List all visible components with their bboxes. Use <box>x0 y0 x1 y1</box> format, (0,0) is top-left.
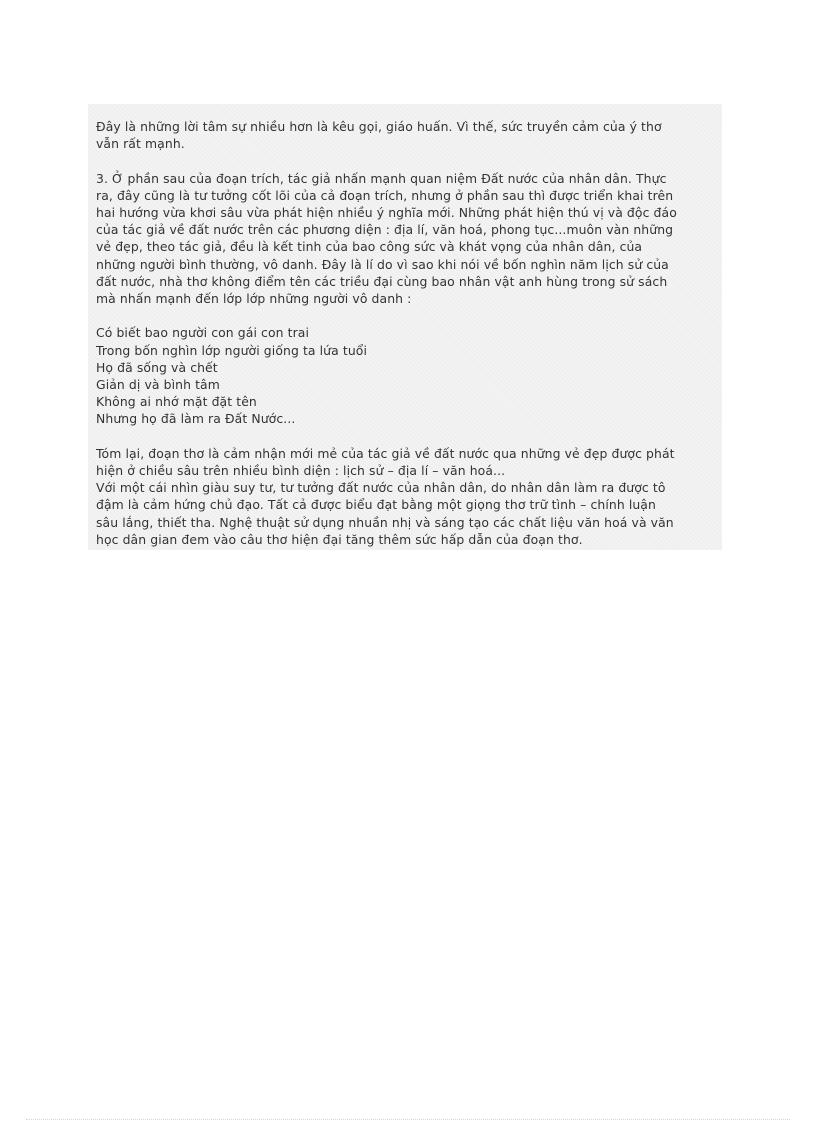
text-line: mà nhấn mạnh đến lớp lớp những người vô danh : <box>96 291 412 307</box>
poem-line: Trong bốn nghìn lớp người giống ta lứa tuổi <box>96 342 368 358</box>
text-line: những người bình thường, vô danh. Đây là lí do vì sao khi nói về bốn nghìn năm lịch sử của <box>96 256 669 272</box>
text-line: 3. Ở phần sau của đoạn trích, tác giả nhấn mạnh quan niệm Đất nước của nhân dân. Thực <box>96 170 667 186</box>
paragraph-1 <box>96 118 714 152</box>
poem-line: Có biết bao người con gái con trai <box>96 325 310 341</box>
text-line: hiện ở chiều sâu trên nhiều bình diện : lịch sử – địa lí – văn hoá... <box>96 463 506 479</box>
text-line: Với một cái nhìn giàu suy tư, tư tưởng đất nước của nhân dân, do nhân dân làm ra được tô <box>96 480 666 496</box>
text-line: vẻ đẹp, theo tác giả, đều là kết tinh của bao công sức và khát vọng của nhân dân, của <box>96 239 643 255</box>
text-line: vẫn rất mạnh. <box>96 136 185 152</box>
text-line: hai hướng vừa khơi sâu vừa phát hiện nhiều ý nghĩa mới. Những phát hiện thú vị và độc đáo <box>96 205 677 220</box>
poem-line: Giản dị và bình tâm <box>96 377 220 393</box>
paragraph-3 <box>96 445 714 548</box>
text-line: Tóm lại, đoạn thơ là cảm nhận mới mẻ của tác giả về đất nước qua những vẻ đẹp được phát <box>96 445 675 461</box>
paragraph-2 <box>96 170 714 308</box>
poem-line: Họ đã sống và chết <box>96 359 218 375</box>
text-block <box>88 104 722 550</box>
text-line: sâu lắng, thiết tha. Nghệ thuật sử dụng nhuần nhị và sáng tạo các chất liệu văn hoá và văn <box>96 514 674 530</box>
text-line: đậm là cảm hứng chủ đạo. Tất cả được biểu đạt bằng một giọng thơ trữ tình – chính luận <box>96 497 656 513</box>
text-line: học dân gian đem vào câu thơ hiện đại tăng thêm sức hấp dẫn của đoạn thơ. <box>96 531 583 547</box>
text-line: của tác giả về đất nước trên các phương diện : địa lí, văn hoá, phong tục...muôn vàn những <box>96 222 674 238</box>
text-line: ra, đây cũng là tư tưởng cốt lõi của cả đoạn trích, nhưng ở phần sau thì được triển khai trên <box>96 187 674 203</box>
text-line: đất nước, nhà thơ không điểm tên các triều đại cùng bao nhân vật anh hùng trong sử sách <box>96 273 668 289</box>
poem-stanza <box>96 324 714 427</box>
page-bottom-divider <box>26 1119 790 1120</box>
poem-line: Không ai nhớ mặt đặt tên <box>96 394 257 410</box>
poem-line: Nhưng họ đã làm ra Đất Nước... <box>96 411 296 427</box>
text-line: Đây là những lời tâm sự nhiều hơn là kêu gọi, giáo huấn. Vì thế, sức truyền cảm của ý thơ <box>96 119 662 134</box>
